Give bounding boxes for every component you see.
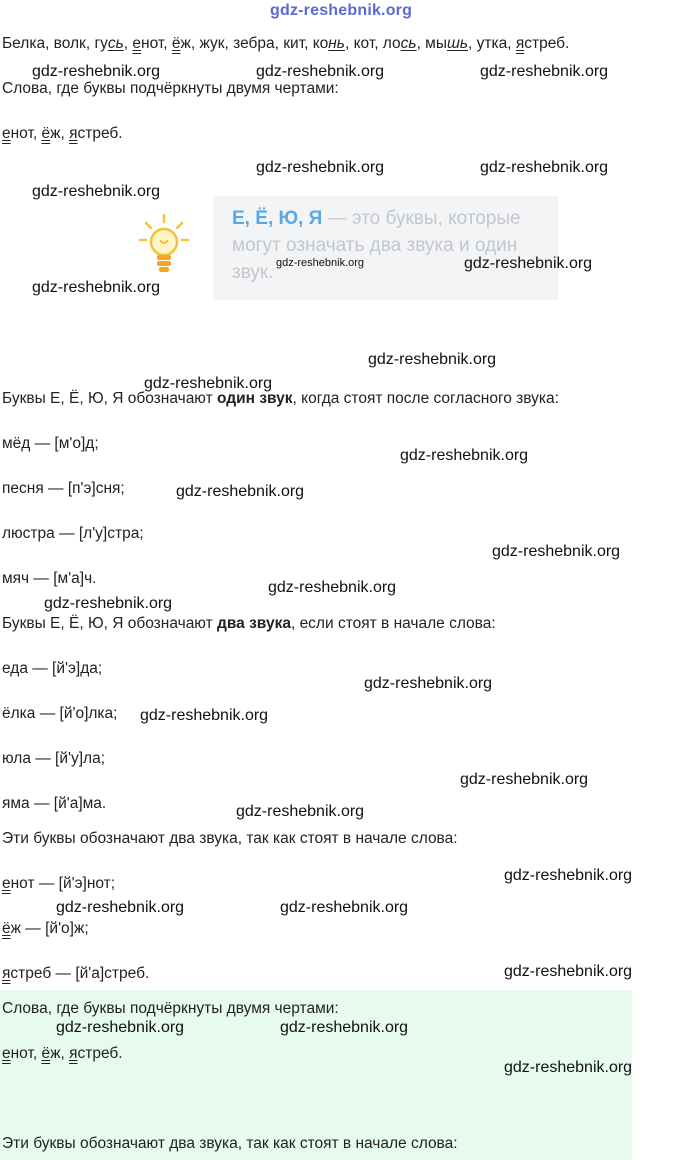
example-line: песня — [п'э]сня; (2, 480, 125, 497)
watermark: gdz-reshebnik.org (504, 867, 633, 884)
watermark: gdz-reshebnik.org (504, 1059, 633, 1076)
tip-letters: Е, Ё, Ю, Я (232, 208, 323, 229)
text-fragment: Буквы Е, Ё, Ю, Я обозначают (2, 615, 218, 632)
example-line: еда — [й'э]да; (2, 660, 103, 677)
watermark: gdz-reshebnik.org (460, 771, 589, 788)
double-underline: е (132, 35, 142, 52)
words-line (2, 35, 569, 53)
watermark: gdz-reshebnik.org (140, 707, 269, 724)
explain-heading: Эти буквы обозначают два звука, так как стоят в начале слова: (2, 830, 458, 847)
watermark: gdz-reshebnik.org (56, 1019, 185, 1036)
watermark: gdz-reshebnik.org (256, 63, 385, 80)
explain-item (2, 965, 149, 983)
one-sound-intro (2, 390, 559, 408)
text-fragment: ж, (50, 1045, 70, 1062)
tip-text (232, 205, 552, 286)
single-underline: сь (107, 35, 124, 52)
double-heading: Слова, где буквы подчёркнуты двумя чертами: (2, 80, 339, 97)
example-line: мяч — [м'а]ч. (2, 570, 97, 587)
watermark: gdz-reshebnik.org (32, 63, 161, 80)
watermark: gdz-reshebnik.org (44, 595, 173, 612)
watermark: gdz-reshebnik.org (492, 543, 621, 560)
explain-item (2, 920, 89, 938)
double-underline: ё (171, 35, 181, 52)
text-fragment: нот, (10, 125, 42, 142)
text-fragment: , (123, 35, 133, 52)
lightbulb-icon (138, 213, 190, 277)
text-fragment: , если стоят в начале слова: (290, 615, 496, 632)
watermark: gdz-reshebnik.org (368, 351, 497, 368)
single-underline: шь (446, 35, 469, 52)
single-underline: сь (400, 35, 417, 52)
double-underline: ё (41, 125, 51, 142)
example-line: юла — [й'у]ла; (2, 750, 106, 767)
watermark: gdz-reshebnik.org (280, 899, 409, 916)
text-fragment: , утка, (468, 35, 516, 52)
explain-item (2, 875, 115, 893)
text-fragment: , мы (416, 35, 447, 52)
watermark: gdz-reshebnik.org (32, 279, 161, 296)
double-underline: е (2, 125, 11, 142)
summary-words (2, 1045, 123, 1063)
watermark: gdz-reshebnik.org (504, 963, 633, 980)
watermark: gdz-reshebnik.org (176, 483, 305, 500)
watermark: gdz-reshebnik.org (400, 447, 529, 464)
text-fragment: ж, (50, 125, 70, 142)
text-fragment: стреб. (77, 1045, 123, 1062)
text-fragment: Буквы Е, Ё, Ю, Я обозначают (2, 390, 218, 407)
single-underline: нь (328, 35, 345, 52)
double-underline: я (515, 35, 525, 52)
example-line: люстра — [л'у]стра; (2, 525, 144, 542)
watermark: gdz-reshebnik.org (480, 63, 609, 80)
bold-term: два звука (217, 615, 291, 632)
watermark: gdz-reshebnik.org (280, 1019, 409, 1036)
double-underline: ё (2, 920, 11, 937)
watermark: gdz-reshebnik.org (364, 675, 493, 692)
example-line: мёд — [м'о]д; (2, 435, 99, 452)
text-fragment: стреб — [й'а]стреб. (10, 965, 150, 982)
tip-description: — это буквы, которые могут означать два звука и один звук. (232, 208, 521, 283)
bold-term: один звук (217, 390, 293, 407)
two-sounds-intro (2, 615, 496, 633)
text-fragment: нот, (10, 1045, 42, 1062)
watermark: gdz-reshebnik.org (32, 183, 161, 200)
watermark: gdz-reshebnik.org (236, 803, 365, 820)
text-fragment: , когда стоят после согласного звука: (292, 390, 559, 407)
text-fragment: стреб. (77, 125, 123, 142)
text-fragment: ж, жук, зебра, кит, ко (180, 35, 329, 52)
text-fragment: ж — [й'о]ж; (10, 920, 89, 937)
watermark: gdz-reshebnik.org (56, 899, 185, 916)
text-fragment: нот — [й'э]нот; (10, 875, 116, 892)
double-underline: я (69, 125, 78, 142)
site-header[interactable]: gdz-reshebnik.org (270, 2, 413, 19)
text-fragment: Белка, волк, гу (2, 35, 108, 52)
text-fragment: нот, (141, 35, 172, 52)
double-underline: я (69, 1045, 78, 1062)
double-underline: е (2, 875, 11, 892)
text-fragment: стреб. (524, 35, 570, 52)
example-line: яма — [й'а]ма. (2, 795, 107, 812)
watermark: gdz-reshebnik.org (480, 159, 609, 176)
watermark: gdz-reshebnik.org (464, 255, 593, 272)
double-underline: ё (41, 1045, 51, 1062)
double-underline: е (2, 1045, 11, 1062)
watermark: gdz-reshebnik.org (256, 159, 385, 176)
double-words (2, 125, 123, 143)
watermark-small: gdz-reshebnik.org (276, 257, 365, 269)
summary-conclusion: Эти буквы обозначают два звука, так как стоят в начале слова: (2, 1135, 458, 1152)
text-fragment: , кот, ло (344, 35, 401, 52)
double-underline: я (2, 965, 11, 982)
summary-heading: Слова, где буквы подчёркнуты двумя чертами: (2, 1000, 339, 1017)
watermark: gdz-reshebnik.org (144, 375, 273, 392)
watermark: gdz-reshebnik.org (268, 579, 397, 596)
example-line: ёлка — [й'о]лка; (2, 705, 118, 722)
